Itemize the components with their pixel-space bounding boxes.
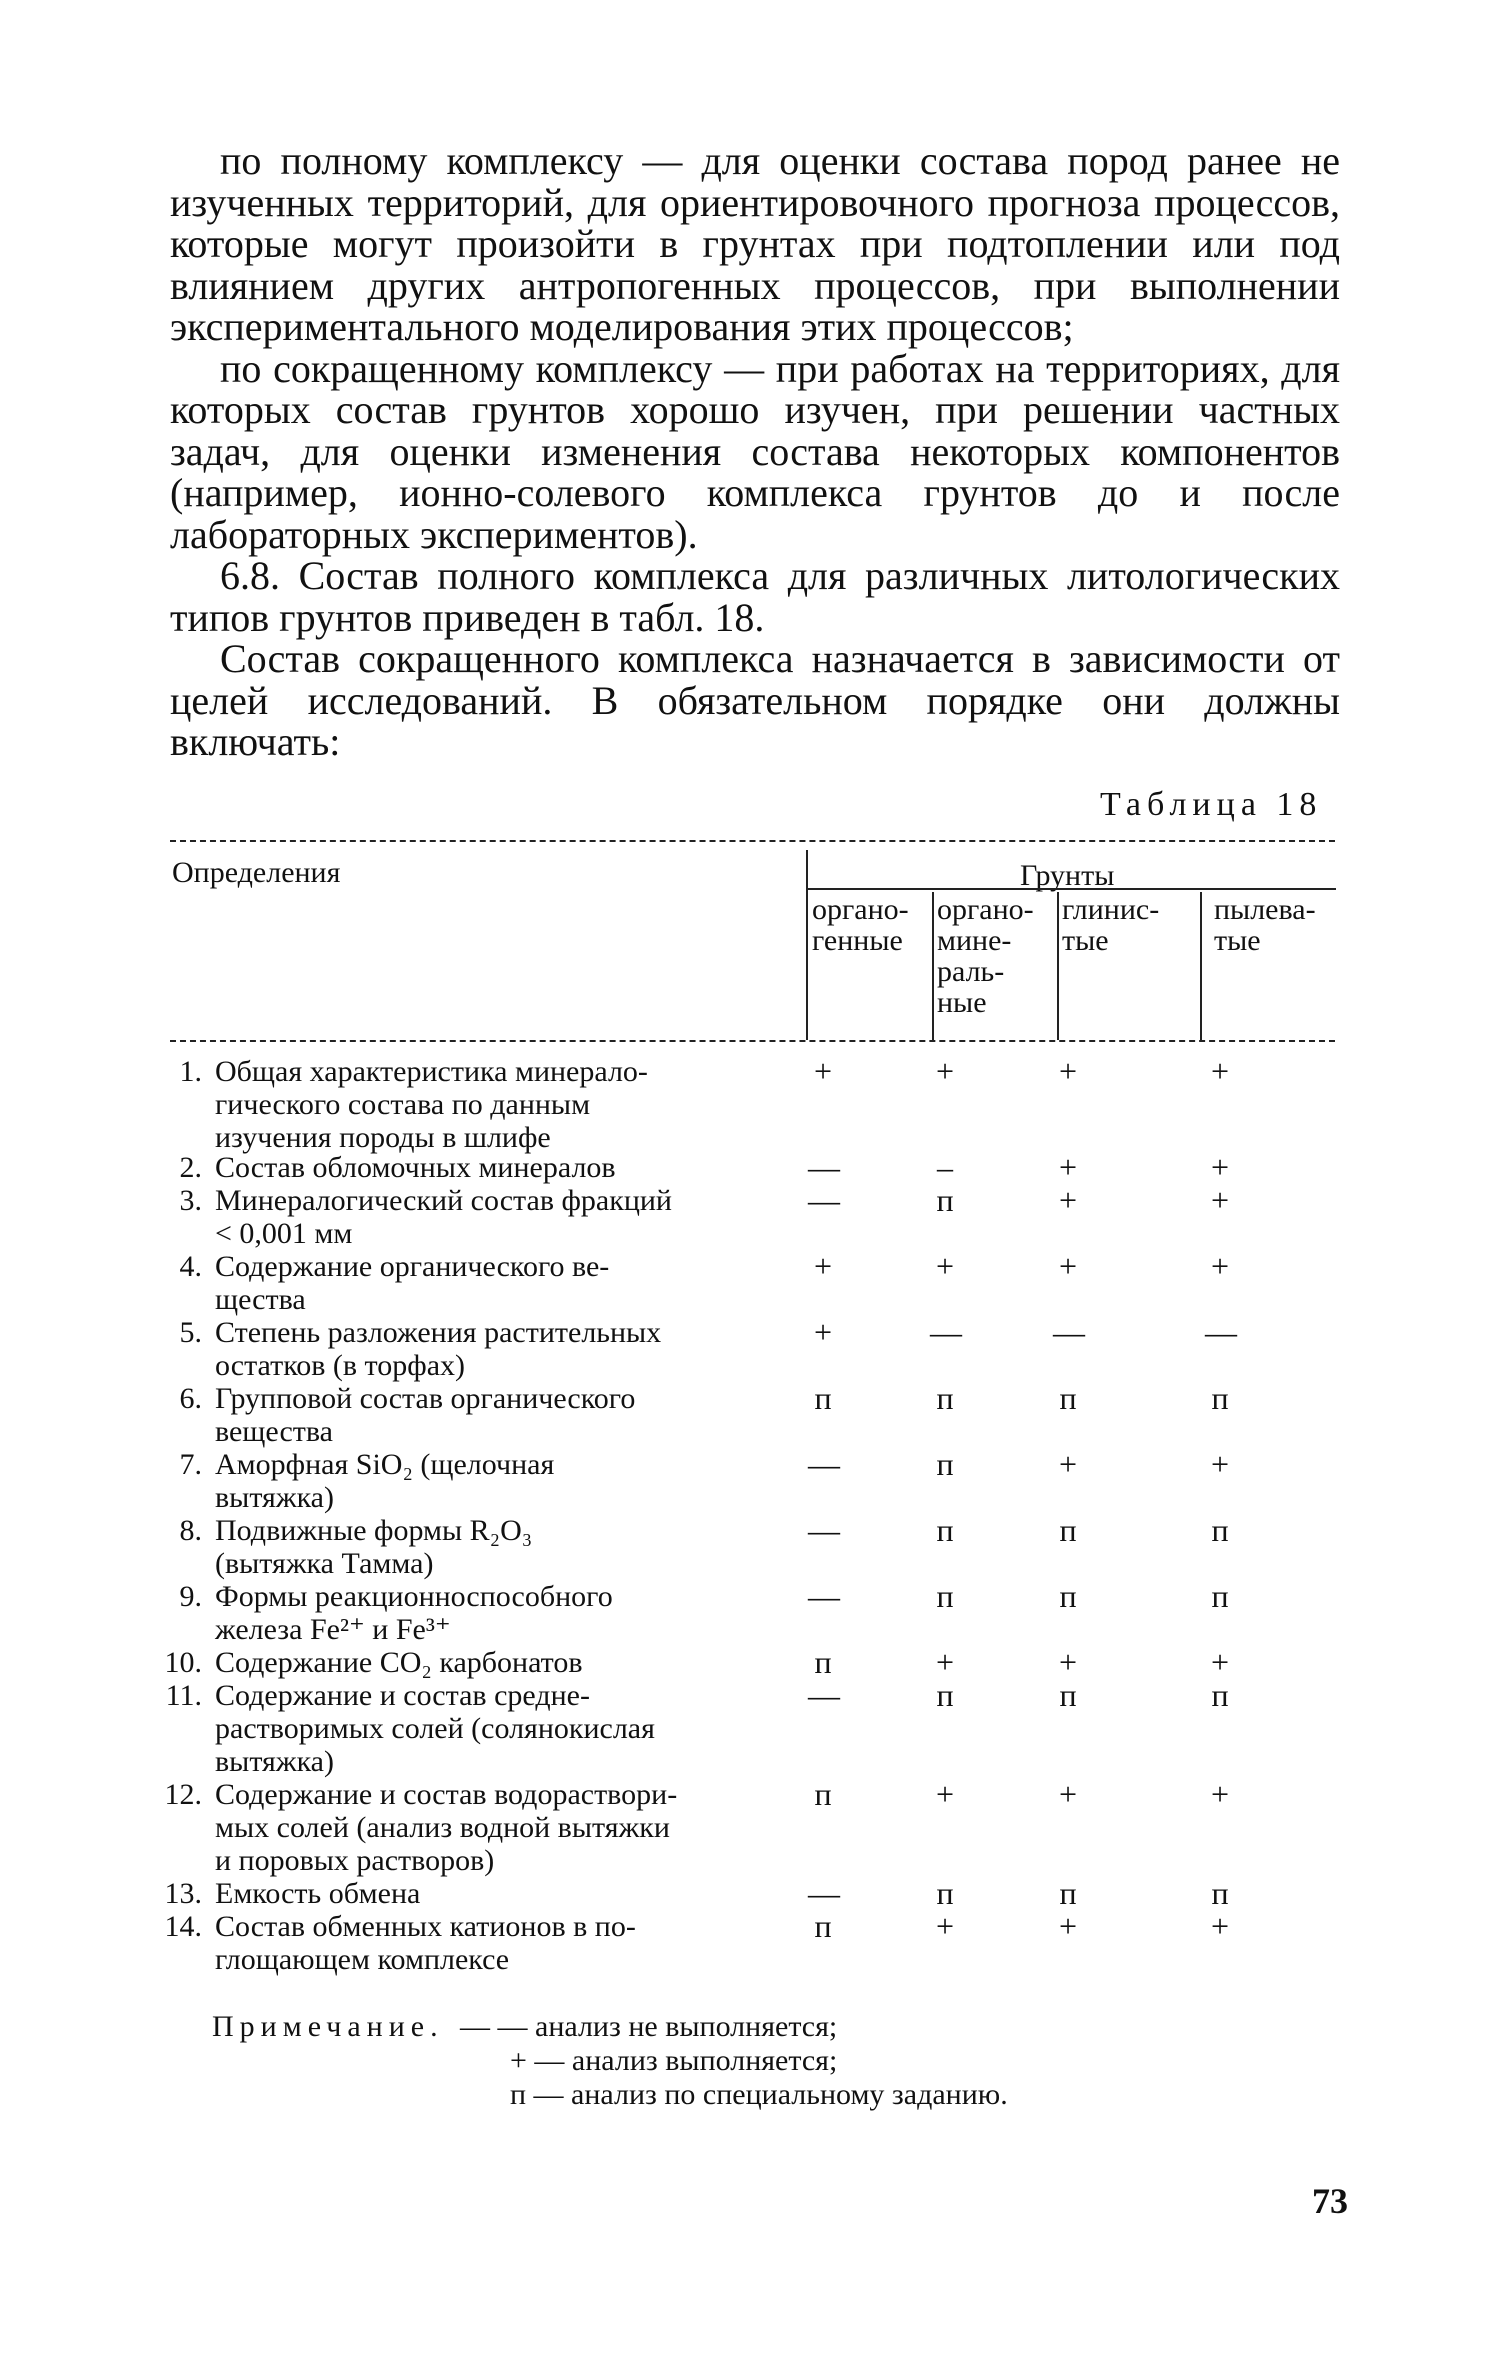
cell-mark: п	[1059, 1875, 1077, 1911]
row-text: Аморфная SiO₂ (щелочная вытяжка)	[215, 1448, 555, 1514]
cell-mark: +	[813, 1314, 833, 1350]
paragraph-short-complex: по сокращенному комплексу — при работах на территориях, для которых состав грунтов хорошо изучен, при решении частных задач, для оценки изменения состава некоторых компонентов (например, ионно-солевого комплекса грунтов до и после лабораторных экспериментов).	[170, 345, 1340, 557]
cell-mark: п	[1211, 1512, 1229, 1548]
cell-mark: —	[1205, 1314, 1237, 1350]
cell-mark: п	[1059, 1677, 1077, 1713]
cell-mark: п	[936, 1512, 954, 1548]
col-group-soils: Грунты	[1020, 859, 1115, 892]
row-number: 5.	[179, 1316, 202, 1349]
cell-mark: +	[1058, 1248, 1078, 1284]
cell-mark: п	[814, 1644, 832, 1680]
cell-mark: +	[1058, 1776, 1078, 1812]
row-text: Общая характеристика минерало- гического состава по данным изучения породы в шлифе	[215, 1055, 648, 1154]
row-number: 9.	[179, 1580, 202, 1613]
row-text: Содержание и состав средне- растворимых солей (солянокислая вытяжка)	[215, 1679, 655, 1778]
note-item: + — анализ выполняется;	[510, 2044, 838, 2077]
row-number: 14.	[164, 1910, 202, 1943]
cell-mark: +	[1058, 1644, 1078, 1680]
cell-mark: п	[1211, 1677, 1229, 1713]
note-item: — — анализ не выполняется;	[460, 2010, 838, 2043]
row-number: 1.	[179, 1055, 202, 1088]
row-number: 8.	[179, 1514, 202, 1547]
col-silty: пылева- тые	[1214, 893, 1316, 957]
cell-mark: —	[808, 1677, 840, 1713]
cell-mark: +	[1058, 1446, 1078, 1482]
note-item: п — анализ по специальному заданию.	[510, 2078, 1008, 2111]
row-number: 12.	[164, 1778, 202, 1811]
cell-mark: +	[1210, 1053, 1230, 1089]
cell-mark: +	[1210, 1908, 1230, 1944]
col-header-definitions: Определения	[172, 856, 341, 889]
cell-mark: +	[935, 1053, 955, 1089]
cell-mark: +	[935, 1908, 955, 1944]
row-number: 13.	[164, 1877, 202, 1910]
cell-mark: —	[808, 1446, 840, 1482]
row-text: Состав обменных катионов в по- глощающем комплексе	[215, 1910, 636, 1976]
paragraph-6-8: 6.8. Состав полного комплекса для различных литологических типов грунтов приведен в табл. 18.	[170, 553, 1340, 640]
cell-mark: —	[808, 1578, 840, 1614]
cell-mark: п	[814, 1776, 832, 1812]
cell-mark: +	[813, 1053, 833, 1089]
cell-mark: +	[935, 1776, 955, 1812]
cell-mark: п	[814, 1380, 832, 1416]
cell-mark: —	[808, 1149, 840, 1185]
row-text: Подвижные формы R₂O₃ (вытяжка Тамма)	[215, 1514, 533, 1580]
note-label: Примечание.	[212, 2010, 444, 2043]
cell-mark: —	[930, 1314, 962, 1350]
header-bottom-rule	[170, 1040, 1335, 1042]
page-number: 73	[1312, 2181, 1348, 2221]
cell-mark: —	[808, 1875, 840, 1911]
cell-mark: п	[936, 1875, 954, 1911]
cell-mark: —	[808, 1512, 840, 1548]
group-rule	[806, 888, 1336, 890]
row-text: Емкость обмена	[215, 1877, 421, 1910]
row-text: Групповой состав органического вещества	[215, 1382, 636, 1448]
cell-mark: +	[1058, 1182, 1078, 1218]
col-divider-3	[1200, 892, 1202, 1040]
col-divider-2	[1057, 892, 1059, 1040]
row-text: Содержание и состав водораствори- мых солей (анализ водной вытяжки и поровых растворов)	[215, 1778, 678, 1877]
cell-mark: —	[1053, 1314, 1085, 1350]
cell-mark: п	[1059, 1512, 1077, 1548]
row-number: 2.	[179, 1151, 202, 1184]
paragraph-full-complex: по полному комплексу — для оценки состава пород ранее не изученных территорий, для ориентировочного прогноза процессов, которые могут произойти в грунтах при подтоплении или под влиянием других антропогенных процессов, при выполнении экспериментального моделирования этих процессов;	[170, 138, 1340, 349]
row-text: Минералогический состав фракций < 0,001 мм	[215, 1184, 672, 1250]
cell-mark: п	[1059, 1578, 1077, 1614]
cell-mark: п	[936, 1380, 954, 1416]
cell-mark: п	[1211, 1875, 1229, 1911]
header-divider	[806, 850, 808, 1040]
col-organomineral: органо- мине- раль- ные	[937, 893, 1034, 1019]
row-text: Состав обломочных минералов	[215, 1151, 616, 1184]
row-text: Формы реакционноспособного железа Fe²⁺ и Fe³⁺	[215, 1580, 613, 1646]
cell-mark: +	[1058, 1908, 1078, 1944]
cell-mark: +	[1058, 1053, 1078, 1089]
cell-mark: +	[1058, 1149, 1078, 1185]
cell-mark: –	[937, 1149, 953, 1185]
cell-mark: п	[936, 1182, 954, 1218]
row-number: 11.	[165, 1679, 202, 1712]
row-number: 3.	[179, 1184, 202, 1217]
cell-mark: +	[935, 1644, 955, 1680]
table-title: Таблица 18	[1100, 786, 1323, 823]
cell-mark: п	[1211, 1380, 1229, 1416]
col-clayey: глинис- тые	[1062, 893, 1160, 957]
cell-mark: п	[936, 1677, 954, 1713]
cell-mark: +	[1210, 1248, 1230, 1284]
cell-mark: +	[935, 1248, 955, 1284]
col-organogenic: органо- генные	[812, 893, 909, 957]
row-text: Содержание органического ве- щества	[215, 1250, 610, 1316]
cell-mark: +	[1210, 1182, 1230, 1218]
row-number: 7.	[179, 1448, 202, 1481]
cell-mark: +	[1210, 1776, 1230, 1812]
cell-mark: п	[936, 1446, 954, 1482]
cell-mark: п	[814, 1908, 832, 1944]
row-number: 6.	[179, 1382, 202, 1415]
cell-mark: п	[1211, 1578, 1229, 1614]
cell-mark: +	[1210, 1446, 1230, 1482]
cell-mark: п	[936, 1578, 954, 1614]
cell-mark: +	[813, 1248, 833, 1284]
cell-mark: +	[1210, 1149, 1230, 1185]
row-number: 10.	[164, 1646, 202, 1679]
paragraph-short-composition: Состав сокращенного комплекса назначается в зависимости от целей исследований. В обязательном порядке они должны включать:	[170, 636, 1340, 764]
table-top-rule	[170, 840, 1335, 842]
cell-mark: —	[808, 1182, 840, 1218]
row-text: Содержание CO₂ карбонатов	[215, 1646, 583, 1679]
body-text	[170, 140, 1340, 763]
cell-mark: +	[1210, 1644, 1230, 1680]
row-text: Степень разложения растительных остатков (в торфах)	[215, 1316, 662, 1382]
cell-mark: п	[1059, 1380, 1077, 1416]
col-divider-1	[932, 892, 934, 1040]
row-number: 4.	[179, 1250, 202, 1283]
